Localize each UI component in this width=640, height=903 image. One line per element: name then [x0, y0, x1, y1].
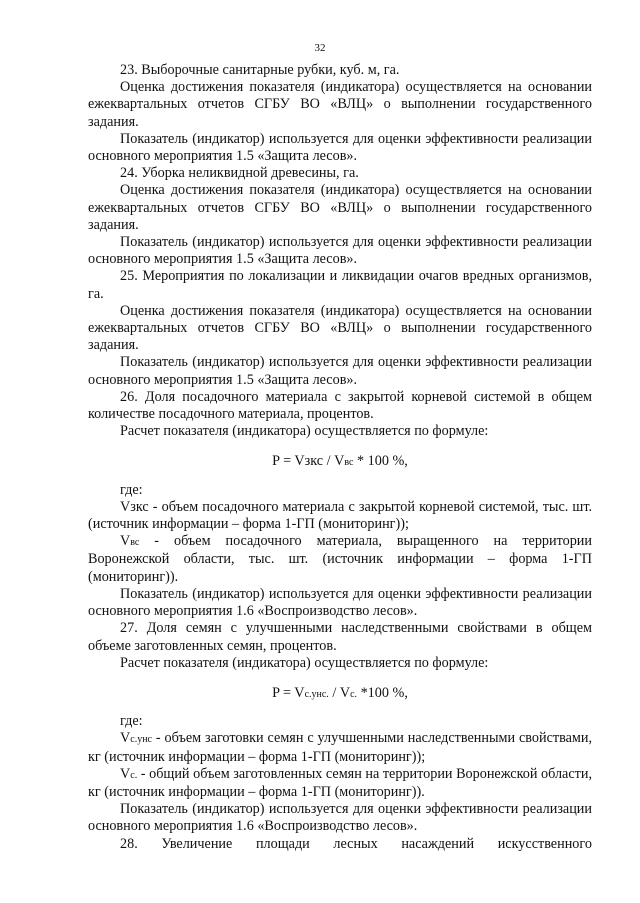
item-27-title: 27. Доля семян с улучшенными наследственными свойствами в общем объеме заготовленных семян, процентов.: [88, 620, 592, 654]
item-26-where: где:: [120, 481, 143, 498]
document-body: [88, 62, 592, 853]
item-23-assessment: Оценка достижения показателя (индикатора) осуществляется на основании ежеквартальных отчетов СГБУ ВО «ВЛЦ» о выполнении государственного задания.: [88, 79, 592, 130]
formula-27-tail: *100 %,: [357, 684, 408, 701]
item-27-usage: Показатель (индикатор) используется для оценки эффективности реализации основного мероприятия 1.6 «Воспроизводство лесов».: [88, 801, 592, 835]
item-28-word-4: лесных: [333, 835, 378, 852]
item-26-definition-1: Vзкс - объем посадочного материала с закрытой корневой системой, тыс. шт. (источник информации – форма 1-ГП (мониторинг));: [88, 498, 592, 533]
item-24-usage: Показатель (индикатор) используется для оценки эффективности реализации основного мероприятия 1.5 «Защита лесов».: [88, 234, 592, 268]
item-27-def1-text: - объем заготовки семян с улучшенными наследственными свойствами, кг (источник информации – форма 1-ГП (мониторинг));: [88, 730, 592, 765]
item-28-word-1: 28.: [120, 835, 138, 852]
formula-26-main: P = Vзкс / V: [272, 453, 345, 470]
item-27-def2-text: - общий объем заготовленных семян на территории Воронежской области, кг (источник информации – форма 1-ГП (мониторинг)).: [88, 765, 592, 800]
item-26-def2-text: - объем посадочного материала, выращенного на территории Воронежской области, тыс. шт. (источник информации – форма 1-ГП (мониторинг)).: [88, 533, 592, 585]
item-23-usage: Показатель (индикатор) используется для оценки эффективности реализации основного мероприятия 1.5 «Защита лесов».: [88, 130, 592, 165]
item-27-where: где:: [120, 713, 143, 730]
item-28-title: [88, 836, 592, 853]
formula-26-tail: * 100 %,: [353, 453, 408, 470]
item-26-def2-sub: вс: [130, 537, 140, 549]
item-28-word-6: искусственного: [497, 835, 592, 852]
formula-27-sub2: с.: [350, 688, 358, 700]
item-26-title: 26. Доля посадочного материала с закрытой корневой системой в общем количестве посадочного материала, процентов.: [88, 388, 592, 423]
formula-27-b: / V: [328, 684, 351, 701]
item-27-definition-1: [88, 730, 592, 765]
formula-27: [88, 685, 592, 703]
item-27-def2-var: V: [120, 765, 131, 782]
item-26-def2-var: V: [120, 533, 131, 550]
item-25-usage: Показатель (индикатор) используется для оценки эффективности реализации основного мероприятия 1.5 «Защита лесов».: [88, 354, 592, 388]
item-23-title: 23. Выборочные санитарные рубки, куб. м, га.: [120, 62, 400, 78]
item-27-def1-sub: с.унс: [130, 734, 152, 746]
item-27-definition-2: [88, 766, 592, 801]
item-25-assessment: Оценка достижения показателя (индикатора) осуществляется на основании ежеквартальных отчетов СГБУ ВО «ВЛЦ» о выполнении государственного задания.: [88, 302, 592, 354]
item-27-calc-intro: Расчет показателя (индикатора) осуществляется по формуле:: [120, 654, 489, 671]
formula-26: [88, 453, 592, 471]
formula-27-sub1: с.унс.: [304, 688, 329, 700]
item-28-word-3: площади: [255, 835, 310, 852]
formula-27-a: P = V: [272, 684, 305, 701]
item-28-word-2: Увеличение: [161, 835, 233, 852]
formula-26-sub: вс: [344, 457, 354, 469]
item-26-usage: Показатель (индикатор) используется для оценки эффективности реализации основного мероприятия 1.6 «Воспроизводство лесов».: [88, 585, 592, 620]
page-number: 32: [314, 42, 326, 54]
item-27-def2-sub: с.: [130, 769, 138, 781]
item-26-definition-2: [88, 533, 592, 586]
item-27-def1-var: V: [120, 730, 131, 747]
item-24-title: 24. Уборка неликвидной древесины, га.: [120, 165, 359, 182]
item-26-calc-intro: Расчет показателя (индикатора) осуществляется по формуле:: [120, 423, 489, 440]
item-25-title: 25. Мероприятия по локализации и ликвидации очагов вредных организмов, га.: [88, 268, 592, 302]
item-28-word-5: насаждений: [401, 835, 475, 852]
item-24-assessment: Оценка достижения показателя (индикатора) осуществляется на основании ежеквартальных отчетов СГБУ ВО «ВЛЦ» о выполнении государственного задания.: [88, 182, 592, 233]
